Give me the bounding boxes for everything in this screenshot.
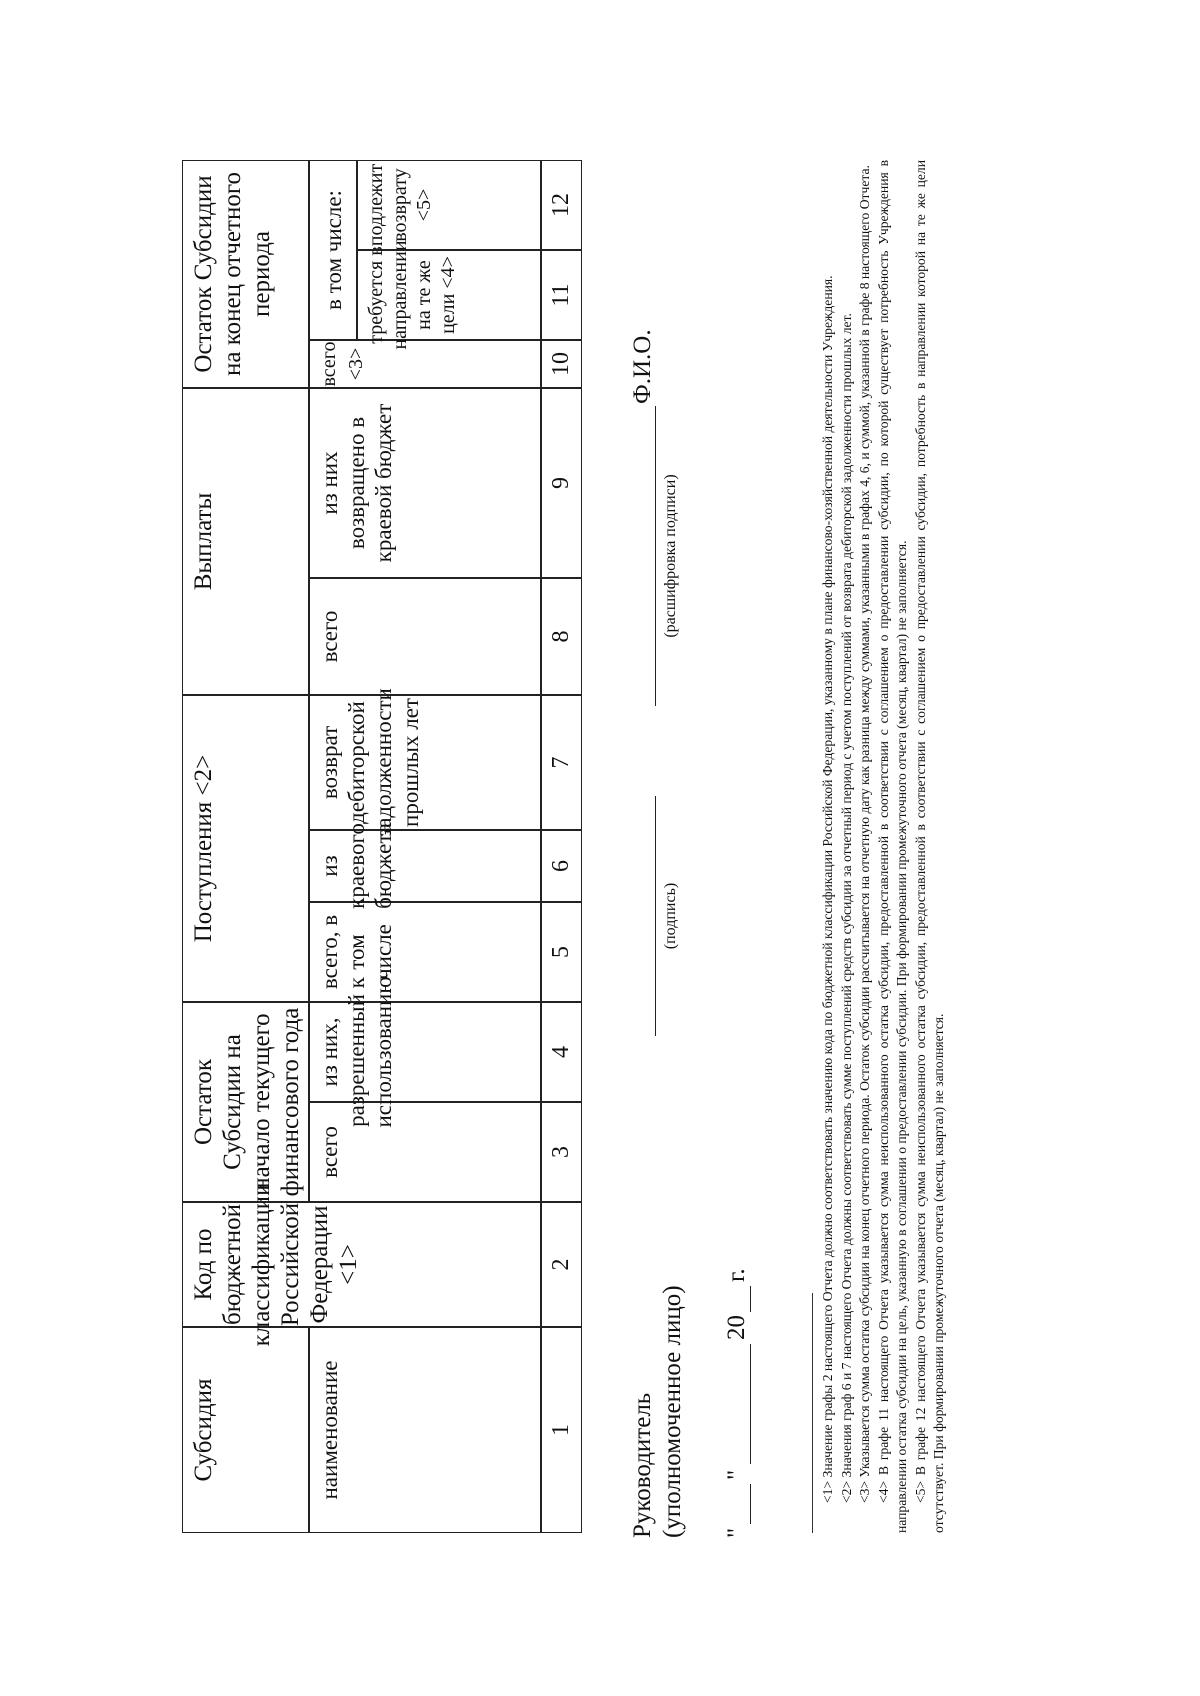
header-col10-total: всего <3> (309, 340, 541, 388)
col-number-3: 3 (541, 1102, 582, 1202)
date-quote-open: " (723, 1527, 750, 1538)
footnote-3: <3> Указывается сумма остатка субсидии на конец отчетного периода. Остаток субсидии рассчитывается на отчетную дату как разница между суммами, указанными в графах 4, 6, и суммой, указанной в графе 8 настоящего Отчета. (857, 165, 872, 1503)
decoding-line (655, 406, 656, 706)
footnote-5: <5> В графе 12 настоящего Отчета указывается сумма неиспользованного остатка субсидии, предоставленной в соответствии с соглашением о предоставлении субсидии, потребность в направлении которой на те же цели отсутствует. При формировании промежуточного отчета (месяц, квартал) не заполняется. (912, 160, 946, 1533)
date-quote-close: " (723, 1469, 750, 1480)
header-budget-code: Код по бюджетной классификации Российской Федерации <1> (182, 1202, 541, 1327)
signature-caption: (подпись) (662, 882, 679, 950)
date-year-prefix: 20 (723, 1315, 750, 1340)
date-year-line (750, 1286, 751, 1312)
header-payments: Выплаты (182, 388, 309, 695)
header-including: в том числе: (309, 160, 357, 340)
header-balance-start: Остаток Субсидии на начало текущего финансового года (182, 1002, 309, 1202)
footnote-4: <4> В графе 11 настоящего Отчета указывается сумма неиспользованного остатка субсидии, предоставленной в соответствии с соглашением о предоставлении субсидии, по которой существует потребность Учреждения в направлении остатка субсидии на цель, указанную в соглашении о предоставлении субсидии. При формировании промежуточного отчета (месяц, квартал) не заполняется. (875, 160, 909, 1533)
signatory-role-label: Руководитель (уполномоченное лицо) (629, 1285, 686, 1538)
header-col5-total: всего, в том числе (309, 902, 541, 1002)
header-col4-allowed: из них, разрешенный к использованию (309, 1002, 541, 1102)
header-subsidy: Субсидия (182, 1327, 309, 1533)
col-number-2: 2 (541, 1202, 582, 1327)
col-number-11: 11 (541, 250, 582, 340)
header-col8-total: всего (309, 578, 541, 695)
date-day-line (750, 1484, 751, 1524)
col-number-5: 5 (541, 902, 582, 1002)
header-col7-refund: возврат дебиторской задолженности прошлых лет (309, 695, 541, 830)
col-number-9: 9 (541, 388, 582, 578)
header-col9-returned: из них возвращено в краевой бюджет (309, 388, 541, 578)
decoding-caption: (расшифровка подписи) (662, 474, 679, 638)
col-number-7: 7 (541, 695, 582, 830)
col-number-4: 4 (541, 1002, 582, 1102)
signature-line (655, 796, 656, 1036)
footnotes (812, 160, 949, 1533)
col-number-12: 12 (541, 160, 582, 250)
header-col3-total: всего (309, 1102, 541, 1202)
header-receipts: Поступления <2> (182, 695, 309, 1002)
footnote-2: <2> Значения граф 6 и 7 настоящего Отчета должны соответствовать сумме поступлений средств субсидии за отчетный период с учетом поступлений от возврата дебиторской задолженности прошлых лет. (838, 313, 854, 1503)
fio-label: Ф.И.О. (629, 329, 656, 404)
footnote-1: <1> Значение графы 2 настоящего Отчета должно соответствовать значению кода по бюджетной классификации Российской Федерации, указанному в плане финансово-хозяйственной деятельности Учреждения. (820, 275, 835, 1503)
date-year-suffix: г. (723, 1268, 750, 1282)
header-balance-end: Остаток Субсидии на конец отчетного периода (182, 160, 309, 388)
header-col12-return: подлежит возврату <5> (357, 160, 541, 250)
col-number-10: 10 (541, 340, 582, 388)
header-col6-regional: из краевого бюджета (309, 830, 541, 902)
col-number-8: 8 (541, 578, 582, 695)
footnote-separator (812, 1293, 813, 1533)
date-month-line (750, 1344, 751, 1464)
col-number-1: 1 (541, 1327, 582, 1533)
subsidy-report-table (182, 160, 582, 1533)
header-col11-same-purpose: требуется в направлении на те же цели <4> (357, 250, 541, 340)
header-subsidy-name: наименование (309, 1327, 541, 1533)
col-number-6: 6 (541, 830, 582, 902)
